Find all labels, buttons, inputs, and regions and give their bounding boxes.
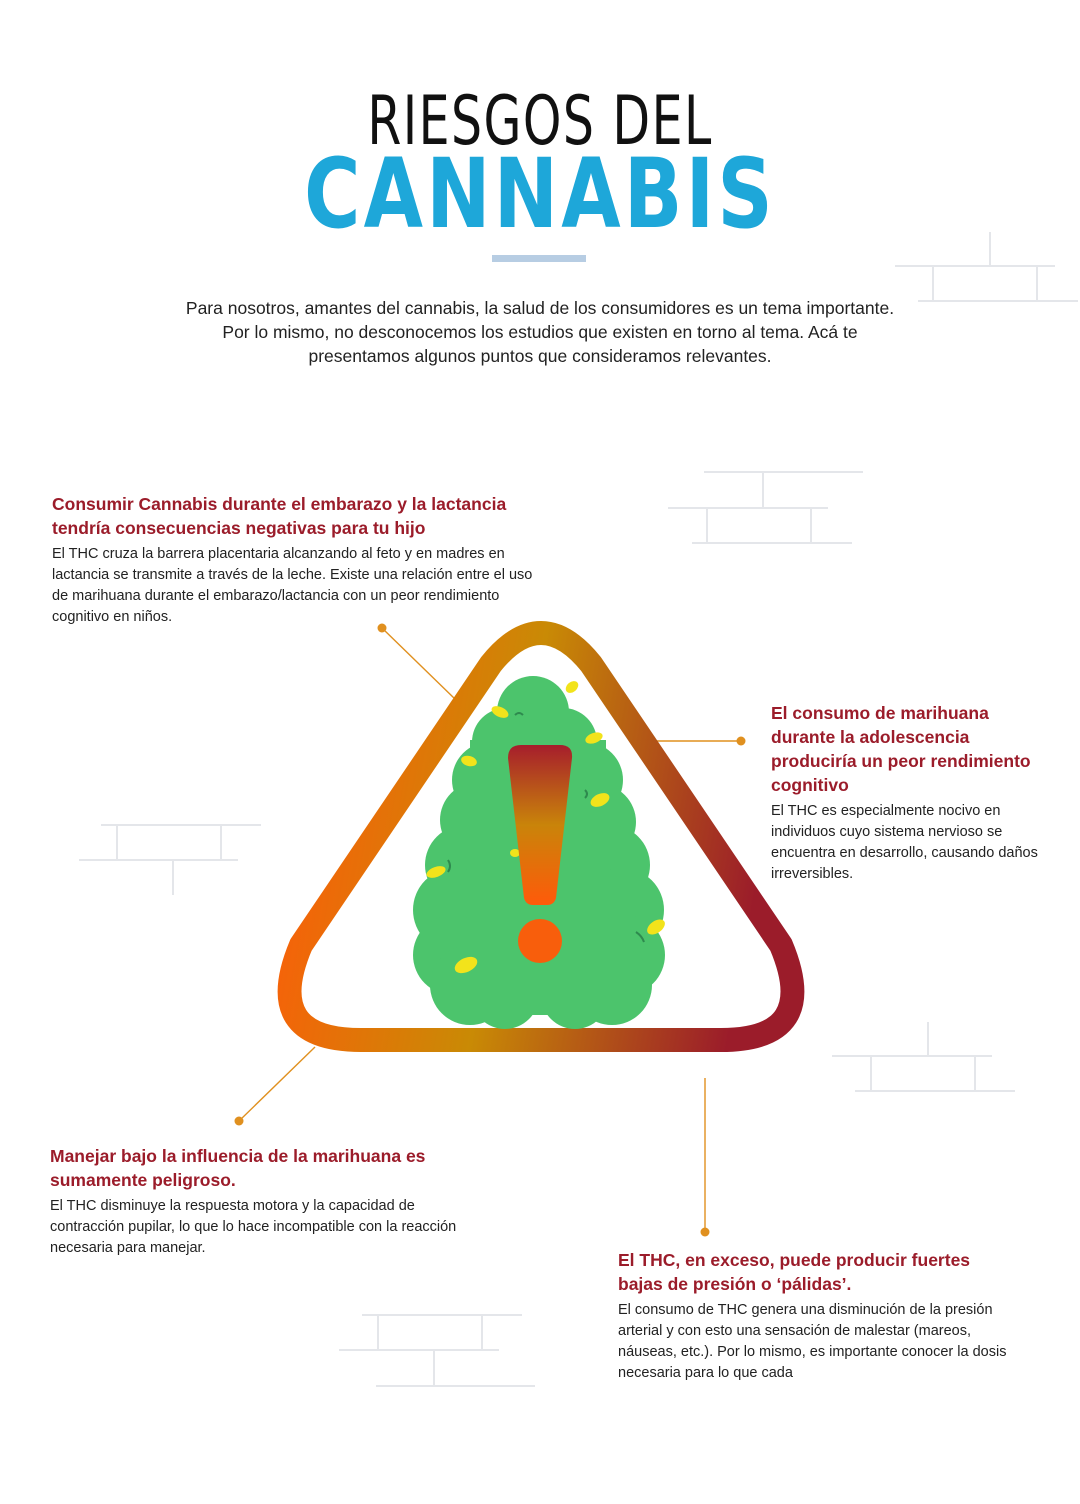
risk-pregnancy	[52, 492, 552, 628]
risk-body: El THC es especialmente nocivo en individuos cuyo sistema nervioso se encuentra en desarrollo, causando daños irreversibles.	[771, 803, 1038, 882]
risk-title: Consumir Cannabis durante el embarazo y la lactancia tendría consecuencias negativas para tu hijo	[52, 494, 507, 538]
risk-driving	[50, 1144, 470, 1259]
risk-adolescence	[771, 701, 1041, 885]
risk-title: El THC, en exceso, puede producir fuertes bajas de presión o ‘pálidas’.	[618, 1250, 971, 1294]
page-title-main: CANNABIS	[304, 138, 776, 250]
risk-body: El THC disminuye la respuesta motora y la capacidad de contracción pupilar, lo que lo hace incompatible con la reacción necesaria para manejar.	[50, 1198, 457, 1256]
risk-title: El consumo de marihuana durante la adolescencia produciría un peor rendimiento cognitivo	[771, 703, 1031, 795]
risk-title: Manejar bajo la influencia de la marihuana es sumamente peligroso.	[50, 1146, 426, 1190]
risk-blood-pressure	[618, 1248, 1018, 1384]
intro-text: Para nosotros, amantes del cannabis, la salud de los consumidores es un tema importante. Por lo mismo, no desconocemos los estudios que existen en torno al tema. Acá te presentamos algunos puntos que consideramos relevantes.	[185, 298, 895, 366]
risk-body: El consumo de THC genera una disminución de la presión arterial y con esto una sensación de malestar (mareos, náuseas, etc.). Por lo mismo, es importante conocer la dosis necesaria para lo que cada	[618, 1302, 1007, 1381]
risk-body: El THC cruza la barrera placentaria alcanzando al feto y en madres en lactancia se transmite a través de la leche. Existe una relación entre el uso de marihuana durante el embarazo/lactancia con un peor rendimiento cognitivo en niños.	[52, 546, 533, 625]
page-title-top: RIESGOS DEL	[367, 82, 713, 161]
